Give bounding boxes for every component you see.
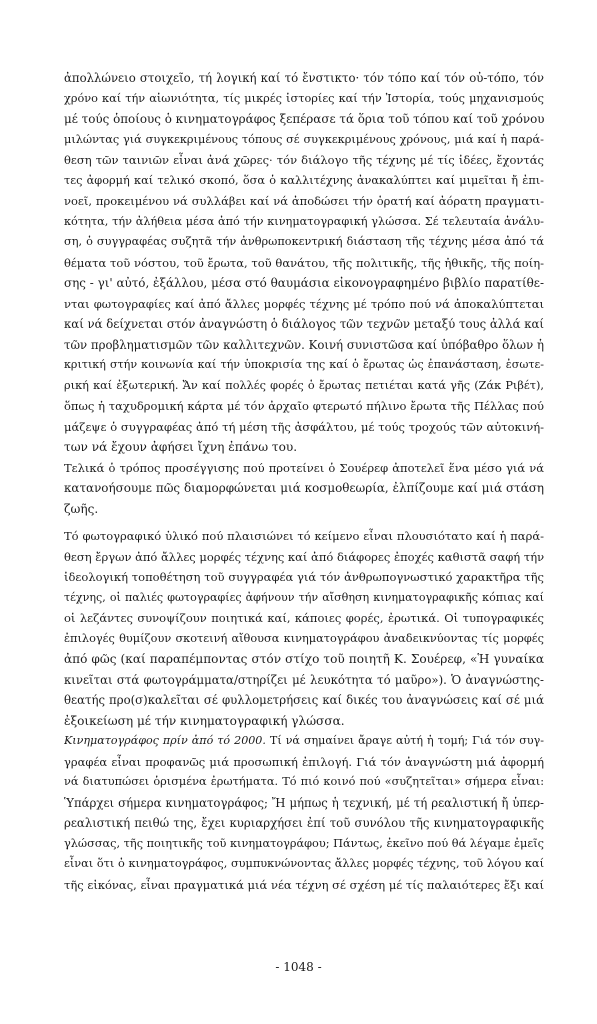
text-line: γλώσσας, τῆς ποιητικῆς τοῦ κινηματογράφου; Πάντως, ἐκεῖνο πού θά λέγαμε ἐμεῖς — [64, 836, 544, 850]
text-line: οἱ λεζάντες συνοψίζουν ποιητικά καί, κάποιες φορές, ἐρωτικά. Οἱ τυπογραφικές — [64, 611, 544, 625]
text-line: τῆς εἰκόνας, εἶναι πραγματικά μιά νέα τέχνη σέ σχέση μέ τίς παλαιότερες ἔξι καί — [64, 877, 544, 892]
text-line: σης - γι' αὐτό, ἐξάλλου, μέσα στό θαυμάσια εἰκονογραφημένο βιβλίο παρατίθε- — [64, 276, 544, 290]
text-line: τῶν προβληματισμῶν τῶν καλλιτεχνῶν. Κοινή συνιστῶσα καί ὑπόβαθρο ὅλων ἡ — [64, 337, 544, 352]
text-line: Τελικά ὁ τρόπος προσέγγισης πού προτείνει ὁ Σουέρεφ ἀποτελεῖ ἕνα μέσο γιά νά — [64, 460, 544, 475]
text-line: κριτική στήν κοινωνία καί τήν ὑποκρισία της καί ὁ ἔρωτας ὡς ἐπανάσταση, ἐσωτε- — [64, 358, 544, 371]
text-line — [64, 731, 544, 752]
text-line: μιλώντας γιά συγκεκριμένους τόπους σέ συγκεκριμένους χρόνους, μιά καί ἡ παρά- — [64, 132, 544, 146]
body-text — [64, 68, 544, 895]
text-line: κότητα, τήν ἀλήθεια μέσα ἀπό τήν κινηματογραφική γλώσσα. Σέ τελευταία ἀνάλυ- — [64, 214, 544, 228]
text-line: ση, ὁ συγγραφέας συζητᾶ τήν ἀνθρωποκεντρική διάσταση τῆς τέχνης μέσα ἀπό τά — [64, 235, 544, 248]
text-line: μάζεψε ὁ συγγραφέας ἀπό τή μέση τῆς ἀσφάλτου, μέ τούς τροχούς τῶν αὐτοκινή- — [64, 419, 544, 434]
text-line: ρική καί ἐξωτερική. Ἄν καί πολλές φορές ὁ ἔρωτας πετιέται κατά γῆς (Ζάκ Ριβέτ), — [64, 378, 544, 392]
text-line: νά διατυπώσει ὁρισμένα ἐρωτήματα. Τό πιό κοινό πού «συζητεῖται» σήμερα εἶναι: — [64, 775, 544, 788]
text-run: Τί νά σημαίνει ἄραγε αὐτή ἡ τομή; Γιά τόν συγ- — [265, 734, 544, 747]
text-line: Τό φωτογραφικό ὑλικό πού πλαισιώνει τό κείμενο εἶναι πλουσιότατο καί ἡ παρά- — [64, 529, 544, 543]
text-line: ἀπολλώνειο στοιχεῖο, τή λογική καί τό ἔνστικτο· τόν τόπο καί τόν οὐ-τόπο, τόν — [64, 71, 544, 85]
text-line: μέ τούς ὁποίους ὁ κινηματογράφος ξεπέρασε τά ὅρια τοῦ τόπου καί τοῦ χρόνου — [64, 112, 544, 126]
text-line: ζωῆς. — [64, 501, 99, 516]
text-line: ἀπό φῶς (καί παραπέμποντας στόν στίχο τοῦ ποιητῆ Κ. Σουέρεφ, «Ἡ γυναίκα — [64, 652, 544, 666]
text-line: ἐξοικείωση μέ τήν κινηματογραφική γλώσσα. — [64, 713, 345, 728]
paragraph-4 — [64, 731, 544, 895]
text-line: ρεαλιστική πειθώ της, ἔχει κυριαρχήσει ἐπί τοῦ συνόλου τῆς κινηματογραφικῆς — [64, 816, 544, 830]
text-line: νται φωτογραφίες καί ἀπό ἄλλες μορφές τέχνης μέ τρόπο πού νά ἀποκαλύπτεται — [64, 296, 544, 311]
paragraph-1 — [64, 68, 544, 458]
text-line: τέχνης, οἱ παλιές φωτογραφίες ἀφήνουν τήν αἴσθηση κινηματογραφικῆς κόπιας καί — [64, 590, 544, 604]
text-line: κινεῖται στά φωτογράμματα/στηρίζει μέ λευκότητα τό μαῦρο»). Ὁ ἀναγνώστης- — [64, 672, 544, 687]
text-line: γραφέα εἶναι προφανῶς μιά προσωπική ἐπιλογή. Γιά τόν ἀναγνώστη μιά ἀφορμή — [64, 754, 544, 769]
text-line: θεατής προ(σ)καλεῖται σέ φυλλομετρήσεις καί δικές του ἀναγνώσεις καί σέ μιά — [64, 693, 544, 707]
text-line: κατανοήσουμε πῶς διαμορφώνεται μιά κοσμοθεωρία, ἐλπίζουμε καί μιά στάση — [64, 481, 544, 495]
text-line: των νά ἔχουν ἀφήσει ἴχνη ἐπάνω του. — [64, 440, 298, 454]
text-line: ἰδεολογική τοποθέτηση τοῦ συγγραφέα γιά τόν ἀνθρωπογνωστικό χαρακτῆρα τῆς — [64, 570, 544, 584]
paragraph-3 — [64, 526, 544, 731]
text-line: θεση τῶν ταινιῶν εἶναι ἀνά χῶρες· τόν διάλογο τῆς τέχνης μέ τίς ἰδέες, ἔχοντάς — [64, 153, 544, 167]
text-line: θέματα τοῦ νόστου, τοῦ ἔρωτα, τοῦ θανάτου, τῆς πολιτικῆς, τῆς ἠθικῆς, τῆς ποίη- — [64, 255, 544, 270]
text-line: ἐπιλογές θυμίζουν σκοτεινή αἴθουσα κινηματογράφου ἀναδεικνύοντας τίς μορφές — [64, 631, 544, 645]
text-line: χρόνο καί τήν αἰωνιότητα, τίς μικρές ἱστορίες καί τήν Ἱστορία, τούς μηχανισμούς — [64, 91, 544, 105]
text-line: ὅπως ἡ ταχυδρομική κάρτα μέ τόν ἀρχαῖο φτερωτό πήλινο ἔρωτα τῆς Πέλλας πού — [64, 399, 544, 413]
text-line: θεση ἔργων ἀπό ἄλλες μορφές τέχνης καί ἀπό διάφορες ἐποχές καθιστᾶ σαφή τήν — [64, 549, 544, 564]
text-line: τες ἀφορμή καί τελικό σκοπό, ὅσα ὁ καλλιτέχνης ἀνακαλύπτει καί μιμεῖται ἤ ἐπι- — [64, 173, 544, 187]
text-line: καί νά δείχνεται στόν ἀναγνώστη ὁ διάλογος τῶν τεχνῶν μεταξύ τους ἀλλά καί — [64, 317, 544, 331]
paragraph-2 — [64, 458, 544, 520]
text-line: Ὑπάρχει σήμερα κινηματογράφος; Ἤ μήπως ἡ τεχνική, μέ τή ρεαλιστική ἤ ὑπερ- — [64, 795, 544, 810]
text-line: νοεῖ, προκειμένου νά συλλάβει καί νά ἀποδώσει τήν ὁρατή καί ἀόρατη πραγματι- — [64, 194, 544, 208]
text-line: εἶναι ὅτι ὁ κινηματογράφος, συμπυκνώνοντας ἄλλες μορφές τέχνης, τοῦ λόγου καί — [64, 857, 544, 870]
italic-title: Κινηματογράφος πρίν ἀπό τό 2000. — [64, 734, 266, 747]
page-number: - 1048 - — [275, 960, 322, 974]
